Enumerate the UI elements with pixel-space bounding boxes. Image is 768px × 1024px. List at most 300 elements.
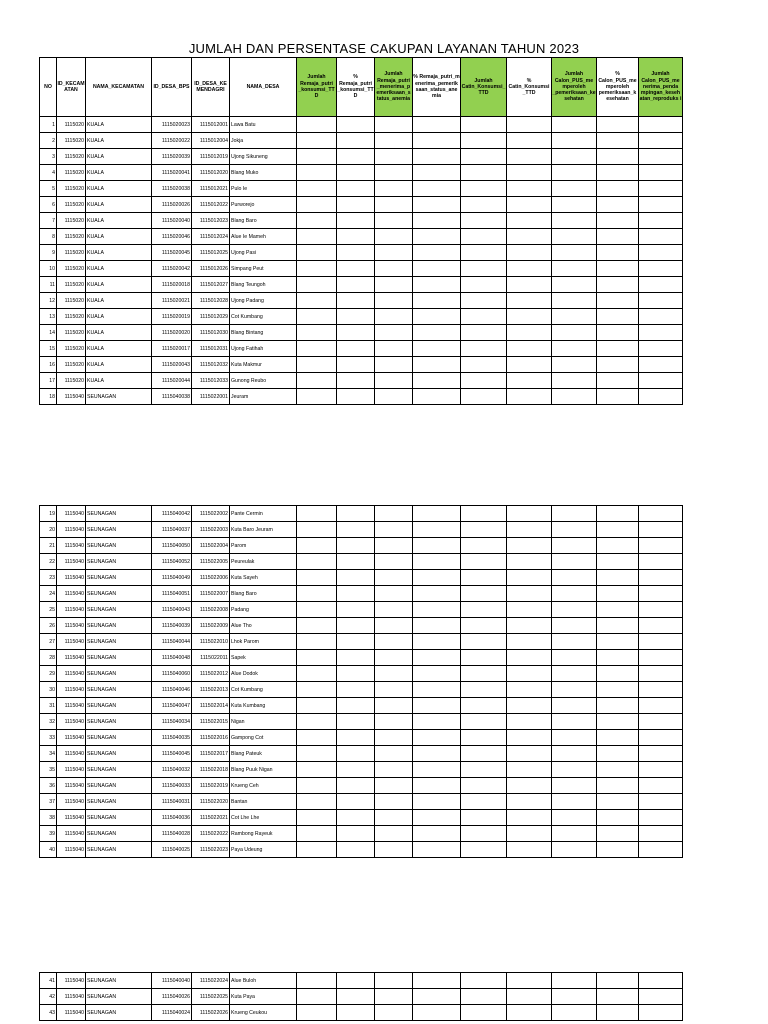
cell-empty (639, 746, 683, 762)
cell-empty (507, 989, 552, 1005)
cell-empty (597, 602, 639, 618)
cell-empty (552, 149, 597, 165)
cell-nama-desa: Sapek (230, 650, 297, 666)
cell-id-kecamatan: 1115040 (57, 570, 86, 586)
cell-empty (337, 698, 375, 714)
cell-nama-desa: Alue Ie Mameh (230, 229, 297, 245)
cell-empty (507, 714, 552, 730)
cell-empty (375, 522, 413, 538)
cell-id-desa-kemendagri: 1115022023 (192, 842, 230, 858)
cell-empty (461, 538, 507, 554)
cell-empty (461, 506, 507, 522)
cell-empty (639, 842, 683, 858)
cell-empty (297, 261, 337, 277)
cell-empty (413, 117, 461, 133)
cell-no: 26 (40, 618, 57, 634)
cell-id-desa-bps: 1115020022 (152, 133, 192, 149)
cell-id-kecamatan: 1115040 (57, 810, 86, 826)
cell-id-kecamatan: 1115020 (57, 277, 86, 293)
cell-id-desa-kemendagri: 1115012030 (192, 325, 230, 341)
cell-nama-desa: Nigan (230, 714, 297, 730)
cell-id-kecamatan: 1115040 (57, 1005, 86, 1021)
cell-id-desa-kemendagri: 1115022013 (192, 682, 230, 698)
cell-no: 9 (40, 245, 57, 261)
col-header-id-desa-bps: ID_DESA_BPS (152, 58, 192, 117)
cell-empty (552, 698, 597, 714)
table-row (40, 602, 683, 618)
cell-nama-desa: Kuta Baro Jeuram (230, 522, 297, 538)
cell-empty (597, 810, 639, 826)
cell-empty (337, 117, 375, 133)
cell-empty (552, 650, 597, 666)
cell-empty (297, 538, 337, 554)
cell-nama-kecamatan: SEUNAGAN (86, 522, 152, 538)
cell-empty (337, 714, 375, 730)
cell-nama-desa: Kuta Makmur (230, 357, 297, 373)
cell-no: 18 (40, 389, 57, 405)
cell-empty (597, 634, 639, 650)
cell-empty (413, 730, 461, 746)
cell-empty (297, 117, 337, 133)
table-row (40, 373, 683, 389)
cell-nama-kecamatan: KUALA (86, 117, 152, 133)
cell-empty (507, 794, 552, 810)
cell-id-desa-kemendagri: 1115022005 (192, 554, 230, 570)
cell-empty (507, 570, 552, 586)
cell-nama-desa: Ujong Fatihah (230, 341, 297, 357)
cell-empty (337, 794, 375, 810)
cell-empty (413, 810, 461, 826)
col-header-jumlah-remaja-anemia: Jumlah Remaja_putri _menerima_p emeriksaan_s tatus_anemia (375, 58, 413, 117)
cell-empty (297, 213, 337, 229)
cell-empty (297, 810, 337, 826)
cell-nama-kecamatan: SEUNAGAN (86, 682, 152, 698)
cell-empty (375, 357, 413, 373)
cell-empty (552, 1005, 597, 1021)
cell-no: 11 (40, 277, 57, 293)
cell-no: 38 (40, 810, 57, 826)
cell-id-desa-bps: 1115040037 (152, 522, 192, 538)
cell-empty (297, 666, 337, 682)
cell-empty (461, 197, 507, 213)
cell-nama-kecamatan: SEUNAGAN (86, 570, 152, 586)
table-row (40, 261, 683, 277)
cell-empty (552, 325, 597, 341)
cell-nama-desa: Blang Muko (230, 165, 297, 181)
table-row (40, 973, 683, 989)
cell-empty (375, 650, 413, 666)
col-header-pct-pus-pemeriksaan: % Calon_PUS_me mperoleh pemeriksaan_k esehatan (597, 58, 639, 117)
cell-empty (639, 309, 683, 325)
cell-empty (597, 989, 639, 1005)
cell-empty (639, 650, 683, 666)
cell-empty (552, 602, 597, 618)
cell-empty (639, 973, 683, 989)
cell-id-desa-bps: 1115020040 (152, 213, 192, 229)
cell-empty (507, 762, 552, 778)
cell-id-desa-bps: 1115040026 (152, 989, 192, 1005)
cell-empty (639, 570, 683, 586)
table-row (40, 309, 683, 325)
cell-nama-desa: Blang Baro (230, 586, 297, 602)
cell-empty (639, 586, 683, 602)
cell-id-desa-kemendagri: 1115012001 (192, 117, 230, 133)
cell-empty (375, 570, 413, 586)
data-table-block-3 (39, 972, 683, 1021)
cell-empty (337, 522, 375, 538)
cell-nama-kecamatan: KUALA (86, 357, 152, 373)
cell-empty (337, 341, 375, 357)
cell-nama-kecamatan: KUALA (86, 213, 152, 229)
cell-nama-desa: Parom (230, 538, 297, 554)
cell-empty (297, 373, 337, 389)
table-row (40, 245, 683, 261)
cell-empty (337, 842, 375, 858)
cell-empty (461, 714, 507, 730)
cell-id-desa-kemendagri: 1115022009 (192, 618, 230, 634)
table-row (40, 1005, 683, 1021)
cell-empty (639, 714, 683, 730)
cell-empty (337, 149, 375, 165)
cell-nama-desa: Jeuram (230, 389, 297, 405)
cell-id-kecamatan: 1115040 (57, 730, 86, 746)
cell-empty (639, 197, 683, 213)
cell-empty (639, 341, 683, 357)
cell-empty (507, 357, 552, 373)
cell-nama-desa: Ujong Sikuneng (230, 149, 297, 165)
cell-nama-desa: Peureulak (230, 554, 297, 570)
cell-id-desa-bps: 1115040034 (152, 714, 192, 730)
cell-empty (461, 261, 507, 277)
cell-id-desa-bps: 1115020026 (152, 197, 192, 213)
cell-nama-kecamatan: KUALA (86, 229, 152, 245)
cell-nama-kecamatan: KUALA (86, 325, 152, 341)
cell-nama-desa: Alue Tho (230, 618, 297, 634)
cell-empty (413, 634, 461, 650)
cell-empty (597, 197, 639, 213)
cell-empty (461, 325, 507, 341)
cell-empty (461, 989, 507, 1005)
cell-empty (639, 506, 683, 522)
cell-empty (597, 746, 639, 762)
cell-empty (375, 165, 413, 181)
cell-empty (552, 618, 597, 634)
cell-id-desa-bps: 1115040035 (152, 730, 192, 746)
cell-nama-kecamatan: SEUNAGAN (86, 810, 152, 826)
table-row (40, 341, 683, 357)
cell-empty (507, 602, 552, 618)
cell-empty (639, 213, 683, 229)
cell-id-desa-kemendagri: 1115012004 (192, 133, 230, 149)
cell-id-desa-bps: 1115020019 (152, 309, 192, 325)
cell-id-kecamatan: 1115040 (57, 554, 86, 570)
cell-empty (552, 586, 597, 602)
cell-no: 20 (40, 522, 57, 538)
cell-empty (552, 506, 597, 522)
table-row (40, 682, 683, 698)
cell-id-kecamatan: 1115020 (57, 229, 86, 245)
cell-empty (552, 133, 597, 149)
cell-id-desa-bps: 1115040045 (152, 746, 192, 762)
cell-id-desa-kemendagri: 1115012033 (192, 373, 230, 389)
cell-empty (507, 634, 552, 650)
cell-empty (461, 794, 507, 810)
cell-empty (337, 506, 375, 522)
cell-nama-desa: Kuta Kumbang (230, 698, 297, 714)
cell-nama-kecamatan: KUALA (86, 197, 152, 213)
cell-id-kecamatan: 1115040 (57, 762, 86, 778)
cell-empty (507, 586, 552, 602)
table-row (40, 826, 683, 842)
cell-empty (375, 117, 413, 133)
cell-empty (337, 293, 375, 309)
cell-empty (552, 570, 597, 586)
cell-empty (297, 586, 337, 602)
data-table-block-2 (39, 505, 683, 858)
cell-empty (597, 293, 639, 309)
cell-no: 39 (40, 826, 57, 842)
table-row (40, 149, 683, 165)
cell-id-desa-bps: 1115020020 (152, 325, 192, 341)
cell-empty (597, 538, 639, 554)
cell-empty (552, 357, 597, 373)
cell-empty (461, 357, 507, 373)
cell-id-desa-kemendagri: 1115022010 (192, 634, 230, 650)
cell-empty (597, 778, 639, 794)
cell-nama-desa: Alue Dodok (230, 666, 297, 682)
cell-empty (375, 973, 413, 989)
cell-empty (461, 698, 507, 714)
cell-empty (337, 389, 375, 405)
cell-nama-kecamatan: KUALA (86, 373, 152, 389)
cell-id-kecamatan: 1115040 (57, 794, 86, 810)
cell-empty (639, 325, 683, 341)
cell-no: 1 (40, 117, 57, 133)
cell-nama-kecamatan: SEUNAGAN (86, 989, 152, 1005)
cell-empty (297, 762, 337, 778)
cell-nama-kecamatan: KUALA (86, 309, 152, 325)
table-row (40, 778, 683, 794)
cell-empty (413, 373, 461, 389)
cell-nama-desa: Simpang Peut (230, 261, 297, 277)
cell-empty (413, 602, 461, 618)
cell-empty (461, 682, 507, 698)
table-row (40, 277, 683, 293)
table-row (40, 325, 683, 341)
cell-empty (337, 538, 375, 554)
cell-empty (375, 794, 413, 810)
cell-empty (297, 698, 337, 714)
cell-empty (639, 133, 683, 149)
cell-empty (639, 389, 683, 405)
cell-nama-desa: Lhok Parom (230, 634, 297, 650)
cell-nama-desa: Gunong Reubo (230, 373, 297, 389)
cell-id-kecamatan: 1115040 (57, 714, 86, 730)
cell-nama-desa: Purworejo (230, 197, 297, 213)
cell-empty (375, 229, 413, 245)
cell-id-desa-bps: 1115020018 (152, 277, 192, 293)
table-row (40, 506, 683, 522)
table-row (40, 197, 683, 213)
cell-empty (337, 826, 375, 842)
cell-empty (597, 181, 639, 197)
table-row (40, 618, 683, 634)
cell-id-desa-bps: 1115040042 (152, 506, 192, 522)
cell-empty (597, 682, 639, 698)
cell-empty (413, 277, 461, 293)
cell-empty (297, 1005, 337, 1021)
table-row (40, 746, 683, 762)
cell-id-desa-kemendagri: 1115022014 (192, 698, 230, 714)
cell-empty (375, 506, 413, 522)
cell-nama-kecamatan: SEUNAGAN (86, 842, 152, 858)
cell-empty (413, 293, 461, 309)
col-header-no: NO (40, 58, 57, 117)
cell-nama-desa: Alue Buloh (230, 973, 297, 989)
cell-empty (337, 746, 375, 762)
cell-empty (297, 229, 337, 245)
cell-empty (375, 389, 413, 405)
cell-empty (413, 650, 461, 666)
cell-empty (597, 826, 639, 842)
cell-id-kecamatan: 1115040 (57, 650, 86, 666)
cell-empty (597, 586, 639, 602)
cell-nama-desa: Padang (230, 602, 297, 618)
cell-empty (413, 989, 461, 1005)
cell-id-kecamatan: 1115020 (57, 245, 86, 261)
cell-id-desa-kemendagri: 1115012032 (192, 357, 230, 373)
cell-empty (461, 293, 507, 309)
cell-nama-desa: Pante Cermin (230, 506, 297, 522)
cell-id-desa-kemendagri: 1115022026 (192, 1005, 230, 1021)
cell-empty (507, 325, 552, 341)
cell-empty (552, 762, 597, 778)
cell-empty (507, 117, 552, 133)
cell-empty (297, 746, 337, 762)
cell-no: 13 (40, 309, 57, 325)
cell-id-desa-kemendagri: 1115022008 (192, 602, 230, 618)
cell-empty (507, 213, 552, 229)
cell-empty (375, 341, 413, 357)
cell-empty (507, 618, 552, 634)
cell-empty (507, 1005, 552, 1021)
cell-nama-kecamatan: KUALA (86, 277, 152, 293)
cell-empty (597, 245, 639, 261)
cell-no: 10 (40, 261, 57, 277)
table-header-row (40, 58, 683, 117)
cell-nama-kecamatan: SEUNAGAN (86, 794, 152, 810)
cell-empty (597, 165, 639, 181)
cell-empty (461, 181, 507, 197)
cell-empty (375, 293, 413, 309)
cell-empty (507, 229, 552, 245)
cell-id-desa-bps: 1115040052 (152, 554, 192, 570)
cell-no: 22 (40, 554, 57, 570)
cell-id-kecamatan: 1115040 (57, 778, 86, 794)
cell-nama-kecamatan: SEUNAGAN (86, 730, 152, 746)
cell-empty (297, 714, 337, 730)
cell-empty (507, 826, 552, 842)
cell-nama-kecamatan: KUALA (86, 261, 152, 277)
cell-empty (297, 570, 337, 586)
table-row (40, 762, 683, 778)
cell-empty (639, 357, 683, 373)
cell-empty (297, 181, 337, 197)
cell-id-desa-bps: 1115020044 (152, 373, 192, 389)
cell-empty (461, 810, 507, 826)
cell-empty (375, 149, 413, 165)
cell-empty (597, 309, 639, 325)
cell-empty (413, 794, 461, 810)
cell-no: 25 (40, 602, 57, 618)
cell-empty (375, 666, 413, 682)
cell-empty (597, 389, 639, 405)
cell-empty (552, 730, 597, 746)
cell-empty (375, 842, 413, 858)
table-row (40, 554, 683, 570)
cell-empty (413, 973, 461, 989)
cell-id-desa-bps: 1115020046 (152, 229, 192, 245)
cell-empty (639, 666, 683, 682)
cell-empty (413, 245, 461, 261)
cell-empty (461, 149, 507, 165)
cell-empty (461, 277, 507, 293)
cell-id-desa-bps: 1115020017 (152, 341, 192, 357)
cell-empty (297, 506, 337, 522)
cell-empty (297, 618, 337, 634)
cell-empty (639, 618, 683, 634)
cell-empty (375, 181, 413, 197)
cell-id-desa-bps: 1115040039 (152, 618, 192, 634)
cell-empty (507, 682, 552, 698)
cell-id-kecamatan: 1115040 (57, 586, 86, 602)
col-header-jumlah-remaja-ttd: Jumlah Remaja_putri _konsumsi_TT D (297, 58, 337, 117)
cell-empty (297, 826, 337, 842)
cell-empty (597, 794, 639, 810)
cell-empty (639, 245, 683, 261)
cell-empty (297, 325, 337, 341)
cell-empty (297, 602, 337, 618)
cell-id-desa-bps: 1115020038 (152, 181, 192, 197)
cell-no: 24 (40, 586, 57, 602)
cell-empty (552, 389, 597, 405)
cell-empty (597, 277, 639, 293)
col-header-nama-kecamatan: NAMA_KECAMATAN (86, 58, 152, 117)
cell-empty (507, 730, 552, 746)
cell-empty (552, 538, 597, 554)
cell-empty (552, 277, 597, 293)
cell-empty (552, 197, 597, 213)
cell-empty (507, 778, 552, 794)
cell-empty (297, 989, 337, 1005)
cell-empty (297, 650, 337, 666)
cell-id-desa-kemendagri: 1115012031 (192, 341, 230, 357)
cell-nama-kecamatan: SEUNAGAN (86, 1005, 152, 1021)
cell-empty (297, 794, 337, 810)
cell-empty (297, 842, 337, 858)
cell-no: 7 (40, 213, 57, 229)
cell-empty (507, 666, 552, 682)
cell-empty (639, 794, 683, 810)
cell-id-desa-kemendagri: 1115012029 (192, 309, 230, 325)
cell-id-desa-kemendagri: 1115012022 (192, 197, 230, 213)
cell-id-kecamatan: 1115020 (57, 293, 86, 309)
table-row (40, 989, 683, 1005)
col-header-jumlah-pus-pemeriksaan: Jumlah Calon_PUS_me mperoleh _pemeriksaan_ke sehatan (552, 58, 597, 117)
cell-id-desa-bps: 1115020042 (152, 261, 192, 277)
cell-id-desa-bps: 1115040028 (152, 826, 192, 842)
table-row (40, 357, 683, 373)
